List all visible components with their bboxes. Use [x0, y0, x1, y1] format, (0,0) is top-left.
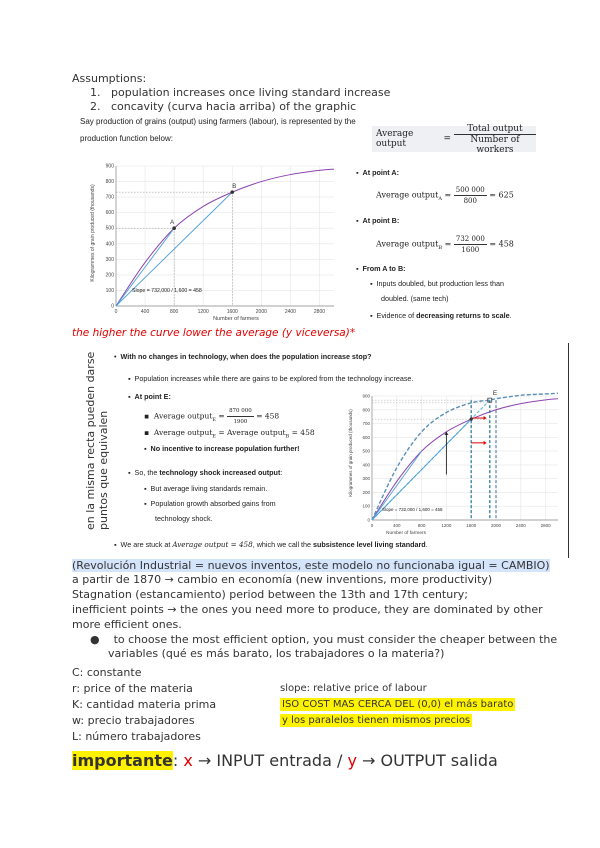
- chart1-point-b-label: B: [232, 184, 237, 191]
- chart2-slope-label: Slope = 732,000 / 1,600 = 458: [382, 507, 443, 512]
- y-tick-label: 300: [362, 476, 370, 482]
- red-arrowhead: [484, 416, 487, 420]
- x-tick-label: 2800: [313, 309, 326, 315]
- note-bullet: ● to choose the most efficient option, you must consider the cheaper between the: [90, 633, 558, 646]
- from-a-to-b-bullet: ▪ From A to B:: [356, 264, 406, 273]
- legend-w: w: precio trabajadores: [72, 714, 195, 727]
- y-tick-label: 400: [362, 462, 370, 468]
- y-tick-label: 700: [105, 194, 114, 201]
- chart1-xlabel: Number of farmers: [213, 316, 259, 322]
- y-tick-label: 800: [362, 407, 370, 413]
- series-line-2: [372, 393, 558, 520]
- x-tick-label: 2000: [490, 523, 502, 528]
- point-b-formula: Average output$_B$ = $\frac{732 000}{1600}$ = 458: [376, 235, 514, 254]
- y-tick-label: 100: [362, 503, 370, 509]
- x-tick-label: 800: [169, 309, 179, 315]
- assumption-item-2: 2. concavity (curva hacia arriba) of the graphic: [90, 100, 357, 113]
- y-tick-label: 0: [111, 303, 114, 310]
- note-revolution: (Revolución Industrial = nuevos inventos, este modelo no funcionaba igual = CAMBIO): [72, 559, 550, 572]
- x-tick-label: 1200: [441, 523, 452, 528]
- x-tick-label: 1600: [226, 309, 238, 315]
- point-b-marker: [230, 190, 234, 194]
- y-tick-label: 100: [105, 287, 114, 294]
- x-tick-label: 400: [393, 523, 401, 528]
- legend-l: L: número trabajadores: [72, 730, 201, 743]
- legend-slope: slope: relative price of labour: [280, 683, 427, 694]
- note-line3: Stagnation (estancamiento) period between the 13th and 17th century;: [72, 588, 468, 601]
- ab-sub1: ▪ Inputs doubled, but production less than doubled. (same tech): [370, 279, 505, 303]
- important-line: importante: x → INPUT entrada / y → OUTPUT salida: [72, 751, 498, 770]
- series-line-1: [372, 399, 558, 520]
- y-tick-label: 200: [105, 272, 114, 279]
- slide2-border: [568, 343, 569, 558]
- y-tick-label: 800: [105, 179, 114, 186]
- y-tick-label: 600: [362, 434, 370, 440]
- y-tick-label: 200: [362, 489, 370, 495]
- point-a-formula: Average output$_A$ = $\frac{500 000}{800}$ = 625: [376, 186, 514, 205]
- x-tick-label: 2400: [284, 309, 296, 315]
- x-tick-label: 800: [417, 523, 426, 528]
- stuck-line: ▪ We are stuck at Average output = 458, which we call the subsistence level living standard.: [114, 540, 428, 549]
- y-tick-label: 900: [105, 163, 114, 170]
- chart1: [86, 158, 341, 323]
- ab-sub2: ▪ Evidence of decreasing returns to scale.: [370, 311, 512, 320]
- y-tick-label: 400: [105, 241, 114, 248]
- x-tick-label: 0: [114, 309, 118, 315]
- chart1-point-a-label: A: [170, 220, 175, 227]
- tech-sub2: ▪ Population growth absorbed gains from technology shock.: [144, 499, 276, 523]
- point-e-bullet: ▪ At point E:: [128, 392, 171, 401]
- y-tick-label: 500: [362, 448, 370, 454]
- chart1-slope-label: Slope = 732,000 / 1,600 = 458: [132, 288, 202, 294]
- point-a-marker: [172, 226, 176, 230]
- red-arrowhead: [484, 441, 487, 445]
- x-tick-label: 1600: [466, 523, 477, 528]
- y-tick-label: 900: [362, 393, 370, 399]
- x-tick-label: 2800: [540, 523, 551, 528]
- x-tick-label: 1200: [197, 309, 209, 315]
- slide2-bullet1: ▪ Population increases while there are gains to be explored from the technology increase.: [128, 374, 414, 383]
- chart1-ylabel: Kilogrammes of grain produced (thousands): [90, 184, 96, 282]
- slide2-question: • With no changes in technology, when does the population increase stop?: [114, 352, 372, 361]
- legend-r: r: price of the materia: [72, 682, 193, 695]
- red-note: the higher the curve lower the average (y viceversa)*: [72, 327, 356, 339]
- note-line4: inefficient points → the ones you need more to produce, they are dominated by other: [72, 603, 543, 616]
- legend-iso: ISO COST MAS CERCA DEL (0,0) el más barato: [282, 699, 514, 710]
- average-output-formula: Average output = $\frac{\text{Total output}}{\text{Number of workers}}$: [372, 126, 536, 152]
- y-tick-label: 0: [367, 517, 370, 523]
- assumption-item-1: 1. population increases once living standard increase: [90, 86, 391, 99]
- legend-c: C: constante: [72, 666, 142, 679]
- chart2: [346, 388, 566, 536]
- point-b-bullet: ▪ At point B:: [356, 216, 400, 225]
- x-tick-label: 2400: [515, 523, 526, 528]
- point-a-bullet: ▪ At point A:: [356, 168, 400, 177]
- slide1-intro: Say production of grains (output) using farmers (labour), is represented by the production function below:: [80, 117, 356, 143]
- vertical-note: en la misma recta pueden darse puntos que equivalen: [84, 351, 110, 530]
- chart2-ylabel: Kilogrammes of grain produced (thousands): [348, 409, 353, 497]
- tech-shock-bullet: ▪ So, the technology shock increased output:: [128, 468, 283, 477]
- note-line2: a partir de 1870 → cambio en economía (new inventions, more productivity): [72, 573, 493, 586]
- legend-paralelos: y los paralelos tienen mismos precios: [282, 715, 471, 726]
- x-tick-label: 2000: [255, 309, 267, 315]
- y-tick-label: 300: [105, 256, 114, 263]
- y-tick-label: 500: [105, 225, 114, 232]
- tech-sub1: ▪ But average living standards remain.: [144, 484, 268, 493]
- x-tick-label: 0: [370, 523, 374, 528]
- legend-left: [72, 665, 216, 745]
- point-e-formula1: ▪ Average output$_E$ = $\frac{870 000}{1900}$ = 458: [144, 408, 280, 425]
- no-incentive: ▪ No incentive to increase population further!: [144, 444, 300, 453]
- note-line5: more efficient ones.: [72, 618, 182, 631]
- y-tick-label: 700: [362, 421, 370, 427]
- x-tick-label: 400: [140, 309, 150, 315]
- point-b-marker: [470, 418, 473, 421]
- chart2-point-e-label: E: [492, 390, 498, 398]
- y-tick-label: 600: [105, 210, 114, 217]
- chart2-xlabel: Number of farmers: [386, 531, 426, 536]
- assumptions-title: Assumptions:: [72, 72, 147, 85]
- note-bullet-line2: variables (qué es más barato, los trabajadores o la materia?): [108, 647, 445, 660]
- series-line-1: [116, 169, 334, 306]
- point-e-formula2: ▪ Average output$_E$ = Average output$_B$ = 458: [144, 428, 315, 440]
- legend-k: K: cantidad materia prima: [72, 698, 217, 711]
